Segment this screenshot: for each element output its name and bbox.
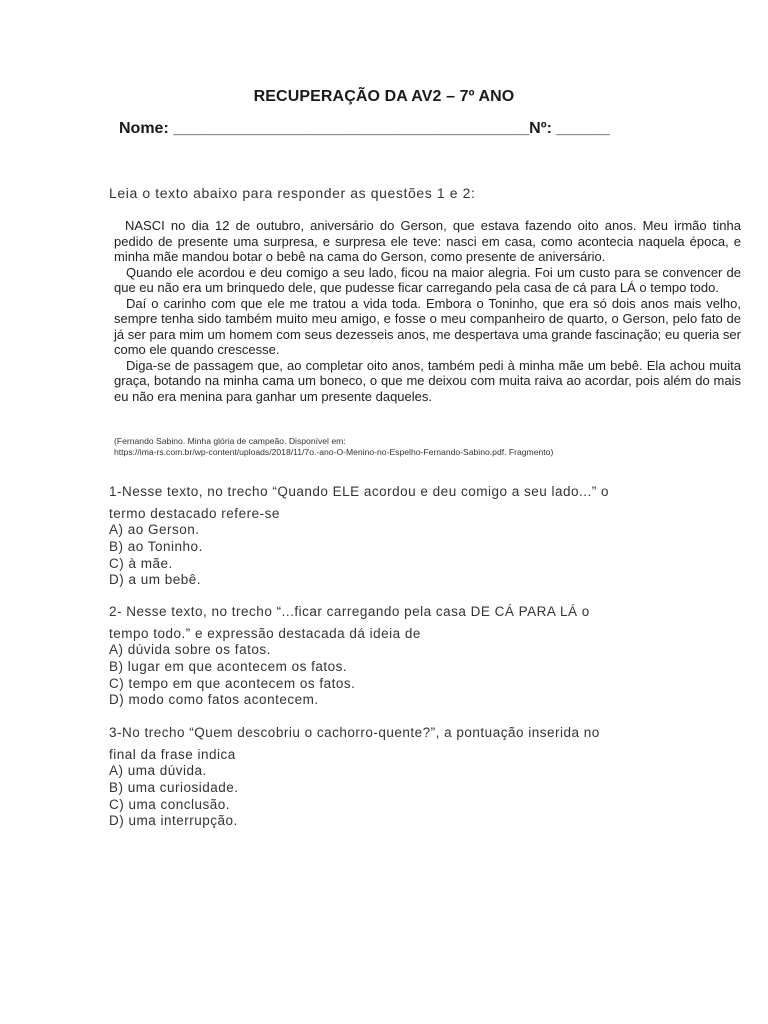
answer-option-b: B) lugar em que acontecem os fatos.: [109, 658, 348, 674]
passage-paragraph: Quando ele acordou e deu comigo a seu lado, ficou na maior alegria. Foi um custo para se convencer de que eu não era um brinquedo dele, que pudesse ficar carregando pela casa de cá para LÁ o tempo todo.: [114, 264, 741, 295]
question-stem-continued: termo destacado refere-se: [109, 506, 280, 521]
name-number-field-line: Nome: ________________________________________Nº: ______: [119, 120, 610, 137]
answer-option-c: C) uma conclusão.: [109, 796, 231, 812]
source-line: (Fernando Sabino. Minha glória de campeão. Disponível em:: [114, 436, 346, 446]
answer-option-b: B) uma curiosidade.: [109, 779, 239, 795]
answer-option-d: D) uma interrupção.: [109, 813, 238, 829]
passage-paragraph: Daí o carinho com que ele me tratou a vida toda. Embora o Toninho, que era só dois anos mais velho, sempre tenha sido também muito meu amigo, e fosse o meu companheiro de quarto, o Gerson, pelo fato de já ser para mim um homem com seus dezesseis anos, me despertava uma grande fascinação; eu queria ser como ele quando crescesse.: [114, 295, 741, 357]
question-2: [109, 604, 669, 709]
reading-instruction: Leia o texto abaixo para responder as questões 1 e 2:: [109, 185, 476, 201]
answer-option-c: C) tempo em que acontecem os fatos.: [109, 675, 356, 691]
answer-option-d: D) a um bebê.: [109, 572, 202, 588]
answer-option-d: D) modo como fatos acontecem.: [109, 692, 319, 708]
reading-passage: [114, 218, 741, 404]
page-title: RECUPERAÇÃO DA AV2 – 7º ANO: [253, 88, 515, 105]
passage-source-citation: [114, 436, 741, 458]
answer-option-b: B) ao Toninho.: [109, 538, 203, 554]
question-stem-continued: tempo todo.” e expressão destacada dá ideia de: [109, 626, 421, 641]
passage-paragraph: Diga-se de passagem que, ao completar oito anos, também pedi à minha mãe um bebê. Ela achou muita graça, botando na minha cama um boneco, o que me deixou com muita raiva ao acordar, pois além do mais eu não era menina para ganhar um presente daqueles.: [114, 357, 741, 404]
question-3: [109, 725, 669, 830]
passage-paragraph: NASCI no dia 12 de outubro, aniversário do Gerson, que estava fazendo oito anos. Meu irmão tinha pedido de presente uma surpresa, e surpresa ele teve: nasci em casa, como acontecia naquela época, e minha mãe mandou botar o bebê na cama do Gerson, como presente de aniversário.: [114, 218, 741, 264]
question-1: [109, 484, 669, 589]
answer-option-a: A) ao Gerson.: [109, 522, 200, 537]
question-stem: 3-No trecho “Quem descobriu o cachorro-quente?”, a pontuação inserida no: [109, 725, 600, 740]
question-stem: 1-Nesse texto, no trecho “Quando ELE acordou e deu comigo a seu lado...” o: [109, 484, 610, 499]
question-stem-continued: final da frase indica: [109, 747, 236, 762]
question-stem: 2- Nesse texto, no trecho “...ficar carregando pela casa DE CÁ PARA LÁ o: [109, 604, 590, 619]
answer-option-c: C) à mãe.: [109, 555, 173, 571]
answer-option-a: A) uma dúvida.: [109, 763, 207, 778]
source-url: https://ima-rs.com.br/wp-content/uploads/2018/11/7o.-ano-O-Menino-no-Espelho-Fernando-Sabino.pdf. Fragmento): [114, 447, 554, 457]
answer-option-a: A) dúvida sobre os fatos.: [109, 642, 271, 657]
